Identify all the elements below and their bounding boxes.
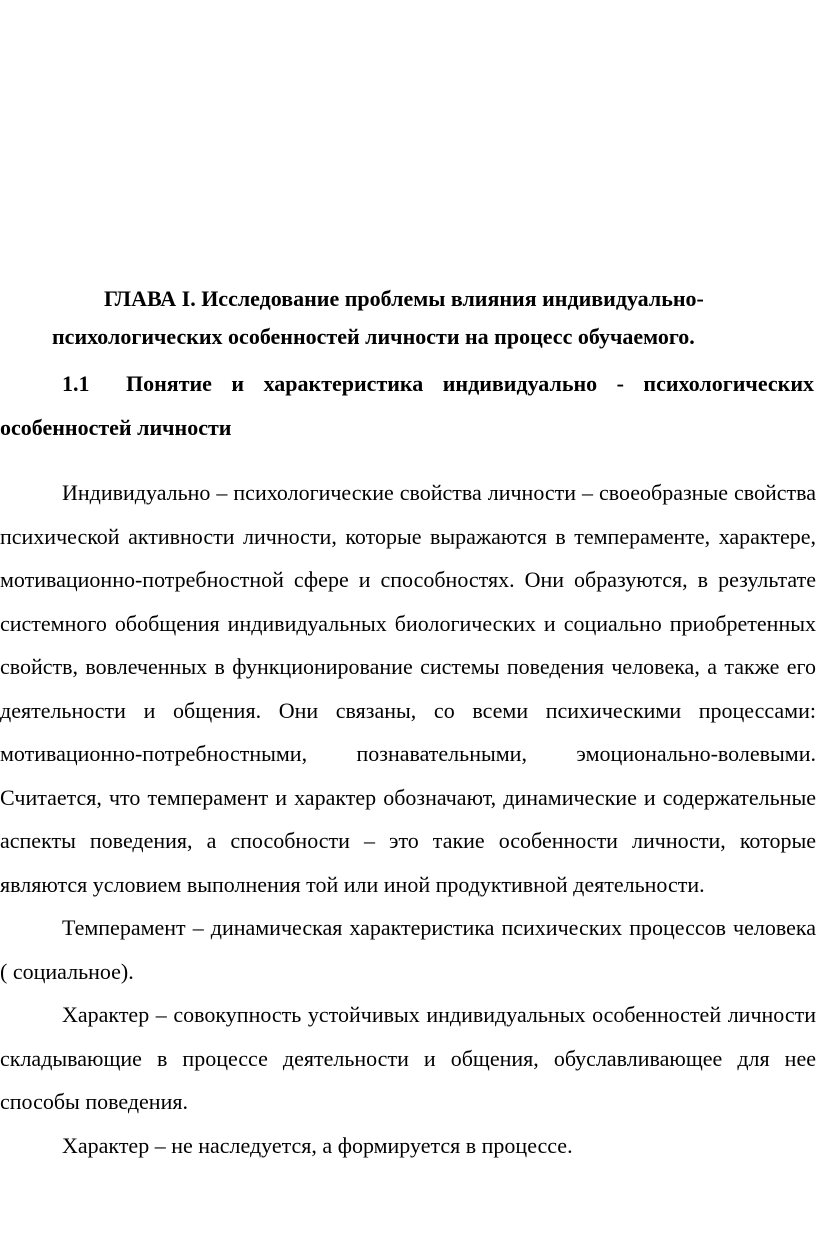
body-text [0,471,816,1167]
section-number: 1.1 [62,371,90,396]
section-title-line-1: Понятие и характеристика индивидуально - психологических [126,371,814,396]
chapter-title-line-2: психологических особенностей личности на процесс обучаемого. [52,324,695,349]
section-title-line-2: особенностей личности [0,415,232,440]
paragraph-character: Характер – совокупность устойчивых индивидуальных особенностей личности складывающие в процессе деятельности и общения, обуславливающее для нее способы поведения. [0,1002,816,1114]
section-heading-row [0,362,816,406]
chapter-title [0,280,816,356]
paragraph-character-formation: Характер – не наследуется, а формируется в процессе. [62,1132,573,1158]
section-heading [0,362,816,450]
paragraph-temperament: Темперамент – динамическая характеристика психических процессов человека ( социальное). [0,915,816,984]
paragraph-definition: Индивидуально – психологические свойства личности – своеобразные свойства психической активности личности, которые выражаются в темпераменте, характере, мотивационно-потребностной сфере и способностях. Они образуются, в результате системного обобщения индивидуальных биологических и социально приобретенных свойств, вовлеченных в функционирование системы поведения человека, а также его деятельности и общения. Они связаны, со всеми психическими процессами: мотивационно-потребностными, познавательными, эмоционально-волевыми. Считается, что темперамент и характер обозначают, динамические и содержательные аспекты поведения, а способности – это такие особенности личности, которые являются условием выполнения той или иной продуктивной деятельности. [0,480,816,897]
chapter-title-line-1: ГЛАВА I. Исследование проблемы влияния индивидуально- [104,286,704,311]
